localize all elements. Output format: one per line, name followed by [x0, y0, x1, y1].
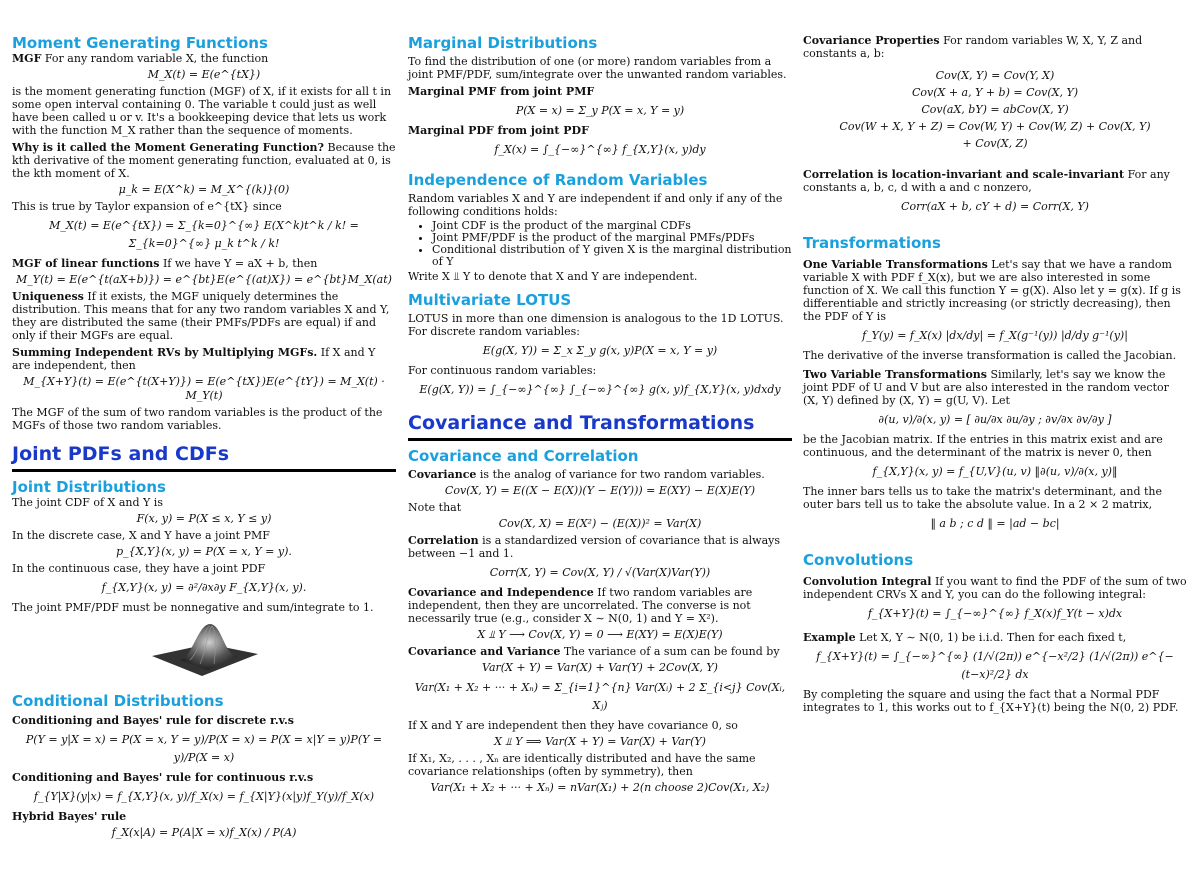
covariance-correlation-heading: Covariance and Correlation [408, 447, 639, 465]
trans-paragraph-3: Two Variable Transformations Similarly, let's say we know the joint PDF of U and V but are also interested in the random vector (X, Y) defined by (X, Y) = g(U, V). Let [803, 368, 1169, 407]
cov-equation-8: Var(X₁ + X₂ + ··· + Xₙ) = nVar(X₁) + 2(n choose 2)Cov(X₁, X₂) [430, 781, 770, 794]
joint-paragraph-4: The joint PMF/PDF must be nonnegative and sum/integrate to 1. [12, 601, 374, 614]
joint-distributions-heading: Joint Distributions [12, 478, 166, 496]
cov-paragraph-1: Covariance is the analog of variance for two random variables. [408, 468, 765, 481]
column-3 [803, 34, 1187, 714]
covprops-equation-2: Cov(X + a, Y + b) = Cov(X, Y) [911, 86, 1079, 99]
marginal-heading: Marginal Distributions [408, 34, 598, 52]
joint-paragraph-2: In the discrete case, X and Y have a joint PMF [12, 529, 270, 542]
column-1 [12, 34, 396, 843]
lotus-equation-1: E(g(X, Y)) = Σ_x Σ_y g(x, y)P(X = x, Y = y) [482, 344, 718, 357]
independence-list [432, 220, 792, 268]
marginal-equation-2: f_X(x) = ∫_{−∞}^{∞} f_{X,Y}(x, y)dy [494, 143, 706, 156]
transformations-heading: Transformations [803, 234, 941, 252]
conv-paragraph-2: Example Let X, Y ∼ N(0, 1) be i.i.d. Then for each fixed t, [803, 631, 1127, 644]
trans-paragraph-4: be the Jacobian matrix. If the entries in this matrix exist and are continuous, and the determinant of the matrix is never 0, then [803, 433, 1163, 459]
list-item: • Conditional distribution of Y given X is the marginal distribution of Y [432, 244, 792, 268]
covariance-section-heading: Covariance and Transformations [408, 412, 755, 434]
conditional-heading: Conditional Distributions [12, 692, 224, 710]
mgf-paragraph-1: MGF For any random variable X, the function [12, 52, 269, 65]
list-item: • Joint PMF/PDF is the product of the marginal PMFs/PDFs [432, 232, 792, 244]
cov-paragraph-4: Covariance and Independence If two random variables are independent, then they are uncorrelated. The converse is not necessarily true (e.g., consider X ∼ N(0, 1) and Y = X²). [408, 586, 753, 625]
covprops-equation-6: Corr(aX + b, cY + d) = Corr(X, Y) [901, 200, 1089, 213]
cov-equation-5: Var(X + Y) = Var(X) + Var(Y) + 2Cov(X, Y) [482, 661, 718, 674]
cov-paragraph-2: Note that [408, 501, 462, 514]
trans-equation-4: ‖ a b ; c d ‖ = |ad − bc| [930, 517, 1060, 530]
section-rule [408, 438, 792, 441]
cov-paragraph-5: Covariance and Variance The variance of a sum can be found by [408, 645, 780, 658]
covprops-paragraph-2: Correlation is location-invariant and scale-invariant For any constants a, b, c, d with a and c nonzero, [803, 168, 1170, 194]
trans-equation-2: ∂(u, v)/∂(x, y) = [ ∂u/∂x ∂u/∂y ; ∂v/∂x ∂v/∂y ] [878, 413, 1112, 426]
column-2 [408, 34, 792, 798]
joint-equation-3: f_{X,Y}(x, y) = ∂²/∂x∂y F_{X,Y}(x, y). [101, 581, 307, 594]
mgf-equation-5: M_{X+Y}(t) = E(e^{t(X+Y)}) = E(e^{tX})E(e^{tY}) = M_X(t) · M_Y(t) [23, 375, 385, 402]
independence-heading: Independence of Random Variables [408, 171, 708, 189]
cov-paragraph-6: If X and Y are independent then they have covariance 0, so [408, 719, 738, 732]
conv-equation-2: f_{X+Y}(t) = ∫_{−∞}^{∞} (1/√(2π)) e^{−x²/2} (1/√(2π)) e^{−(t−x)²/2} dx [816, 650, 1174, 681]
mgf-paragraph-2: is the moment generating function (MGF) of X, if it exists for all t in some open interval containing 0. The variable t could just as well have been called u or v. It's a bookkeeping device that lets us work with the function M_X rather than the sequence of moments. [12, 85, 392, 137]
conditional-sub-1: Conditioning and Bayes' rule for discrete r.v.s [12, 714, 294, 727]
conditional-equation-1: P(Y = y|X = x) = P(X = x, Y = y)/P(X = x) = P(X = x|Y = y)P(Y = y)/P(X = x) [25, 733, 383, 764]
conv-paragraph-1: Convolution Integral If you want to find the PDF of the sum of two independent CRVs X and Y, you can do the following integral: [803, 575, 1187, 601]
joint-equation-1: F(x, y) = P(X ≤ x, Y ≤ y) [136, 512, 272, 525]
covprops-equation-1: Cov(X, Y) = Cov(Y, X) [935, 69, 1055, 82]
independence-paragraph-2: Write X ⫫ Y to denote that X and Y are independent. [408, 270, 698, 283]
mgf-paragraph-8: The MGF of the sum of two random variables is the product of the MGFs of those two random variables. [12, 406, 383, 432]
independence-paragraph-1: Random variables X and Y are independent if and only if any of the following conditions holds: [408, 192, 783, 218]
conv-equation-1: f_{X+Y}(t) = ∫_{−∞}^{∞} f_X(x)f_Y(t − x)dx [867, 607, 1123, 620]
section-rule [12, 469, 396, 472]
joint-section-heading: Joint PDFs and CDFs [12, 443, 230, 465]
marginal-sub-2: Marginal PDF from joint PDF [408, 124, 589, 137]
conv-paragraph-3: By completing the square and using the fact that a Normal PDF integrates to 1, this works out to f_{X+Y}(t) being the N(0, 2) PDF. [803, 688, 1179, 714]
conditional-sub-3: Hybrid Bayes' rule [12, 810, 127, 823]
covprops-equation-4: Cov(W + X, Y + Z) = Cov(W, Y) + Cov(W, Z) + Cov(X, Y) [839, 120, 1151, 133]
joint-paragraph-3: In the continuous case, they have a joint PDF [12, 562, 266, 575]
trans-equation-3: f_{X,Y}(x, y) = f_{U,V}(u, v) ‖∂(u, v)/∂(x, y)‖ [872, 465, 1118, 478]
marginal-sub-1: Marginal PMF from joint PMF [408, 85, 595, 98]
mgf-paragraph-4: This is true by Taylor expansion of e^{tX} since [12, 200, 282, 213]
mgf-equation-2: μ_k = E(X^k) = M_X^{(k)}(0) [118, 183, 290, 196]
cov-equation-4: X ⫫ Y ⟶ Cov(X, Y) = 0 ⟶ E(XY) = E(X)E(Y) [477, 628, 723, 641]
trans-paragraph-1: One Variable Transformations Let's say that we have a random variable X with PDF f_X(x), but we are also interested in some function of X. We call this function Y = g(X). Also let y = g(x). If g is differentiable and strictly increasing (or strictly decreasing), then the PDF of Y is [803, 258, 1181, 323]
joint-paragraph-1: The joint CDF of X and Y is [12, 496, 163, 509]
lotus-paragraph-1: LOTUS in more than one dimension is analogous to the 1D LOTUS. For discrete random variables: [408, 312, 784, 338]
covprops-equation-5: + Cov(X, Z) [962, 137, 1028, 150]
trans-paragraph-2: The derivative of the inverse transformation is called the Jacobian. [803, 349, 1177, 362]
convolutions-heading: Convolutions [803, 551, 914, 569]
mgf-equation-4: M_Y(t) = E(e^{t(aX+b)}) = e^{bt}E(e^{(at)X}) = e^{bt}M_X(at) [16, 273, 392, 286]
marginal-paragraph-1: To find the distribution of one (or more) random variables from a joint PMF/PDF, sum/integrate over the unwanted random variables. [408, 55, 787, 81]
lotus-equation-2: E(g(X, Y)) = ∫_{−∞}^{∞} ∫_{−∞}^{∞} g(x, y)f_{X,Y}(x, y)dxdy [419, 383, 781, 396]
covprops-equation-3: Cov(aX, bY) = abCov(X, Y) [921, 103, 1069, 116]
mgf-equation-3: M_X(t) = E(e^{tX}) = Σ_{k=0}^{∞} E(X^k)t^k / k! = Σ_{k=0}^{∞} μ_k t^k / k! [49, 219, 359, 250]
lotus-heading: Multivariate LOTUS [408, 291, 572, 309]
mgf-paragraph-6: Uniqueness If it exists, the MGF uniquely determines the distribution. This means that for any two random variables X and Y, they are distributed the same (their PMFs/PDFs are equal) if and only if their MGFs are equal. [12, 290, 390, 342]
covprops-paragraph-1: Covariance Properties For random variables W, X, Y, Z and constants a, b: [803, 34, 1143, 60]
joint-equation-2: p_{X,Y}(x, y) = P(X = x, Y = y). [116, 545, 292, 558]
conditional-equation-3: f_X(x|A) = P(A|X = x)f_X(x) / P(A) [111, 826, 297, 839]
trans-paragraph-5: The inner bars tells us to take the matrix's determinant, and the outer bars tell us to take the absolute value. In a 2 × 2 matrix, [803, 485, 1162, 511]
cov-equation-7: X ⫫ Y ⟹ Var(X + Y) = Var(X) + Var(Y) [494, 735, 706, 748]
mgf-paragraph-7: Summing Independent RVs by Multiplying MGFs. If X and Y are independent, then [12, 346, 376, 372]
marginal-equation-1: P(X = x) = Σ_y P(X = x, Y = y) [515, 104, 685, 117]
conditional-sub-2: Conditioning and Bayes' rule for continuous r.v.s [12, 771, 314, 784]
lotus-paragraph-2: For continuous random variables: [408, 364, 597, 377]
bivariate-normal-surface-icon [150, 620, 260, 682]
cov-equation-1: Cov(X, Y) = E((X − E(X))(Y − E(Y))) = E(XY) − E(X)E(Y) [444, 484, 756, 497]
conditional-equation-2: f_{Y|X}(y|x) = f_{X,Y}(x, y)/f_X(x) = f_{X|Y}(x|y)f_Y(y)/f_X(x) [33, 790, 375, 803]
mgf-equation-1: M_X(t) = E(e^{tX}) [147, 68, 261, 81]
mgf-paragraph-3: Why is it called the Moment Generating Function? Because the kth derivative of the moment generating function, evaluated at 0, is the kth moment of X. [12, 141, 396, 180]
cov-paragraph-7: If X₁, X₂, . . . , Xₙ are identically distributed and have the same covariance relationships (often by symmetry), then [408, 752, 756, 778]
cov-equation-2: Cov(X, X) = E(X²) − (E(X))² = Var(X) [498, 517, 702, 530]
mgf-paragraph-5: MGF of linear functions If we have Y = aX + b, then [12, 257, 318, 270]
list-item: • Joint CDF is the product of the marginal CDFs [432, 220, 792, 232]
cov-paragraph-3: Correlation is a standardized version of covariance that is always between −1 and 1. [408, 534, 781, 560]
mgf-heading: Moment Generating Functions [12, 34, 268, 52]
trans-equation-1: f_Y(y) = f_X(x) |dx/dy| = f_X(g⁻¹(y)) |d/dy g⁻¹(y)| [862, 329, 1128, 342]
cov-equation-3: Corr(X, Y) = Cov(X, Y) / √(Var(X)Var(Y)) [489, 566, 711, 579]
cov-equation-6: Var(X₁ + X₂ + ··· + Xₙ) = Σ_{i=1}^{n} Var(Xᵢ) + 2 Σ_{i<j} Cov(Xᵢ, Xⱼ) [414, 681, 786, 712]
